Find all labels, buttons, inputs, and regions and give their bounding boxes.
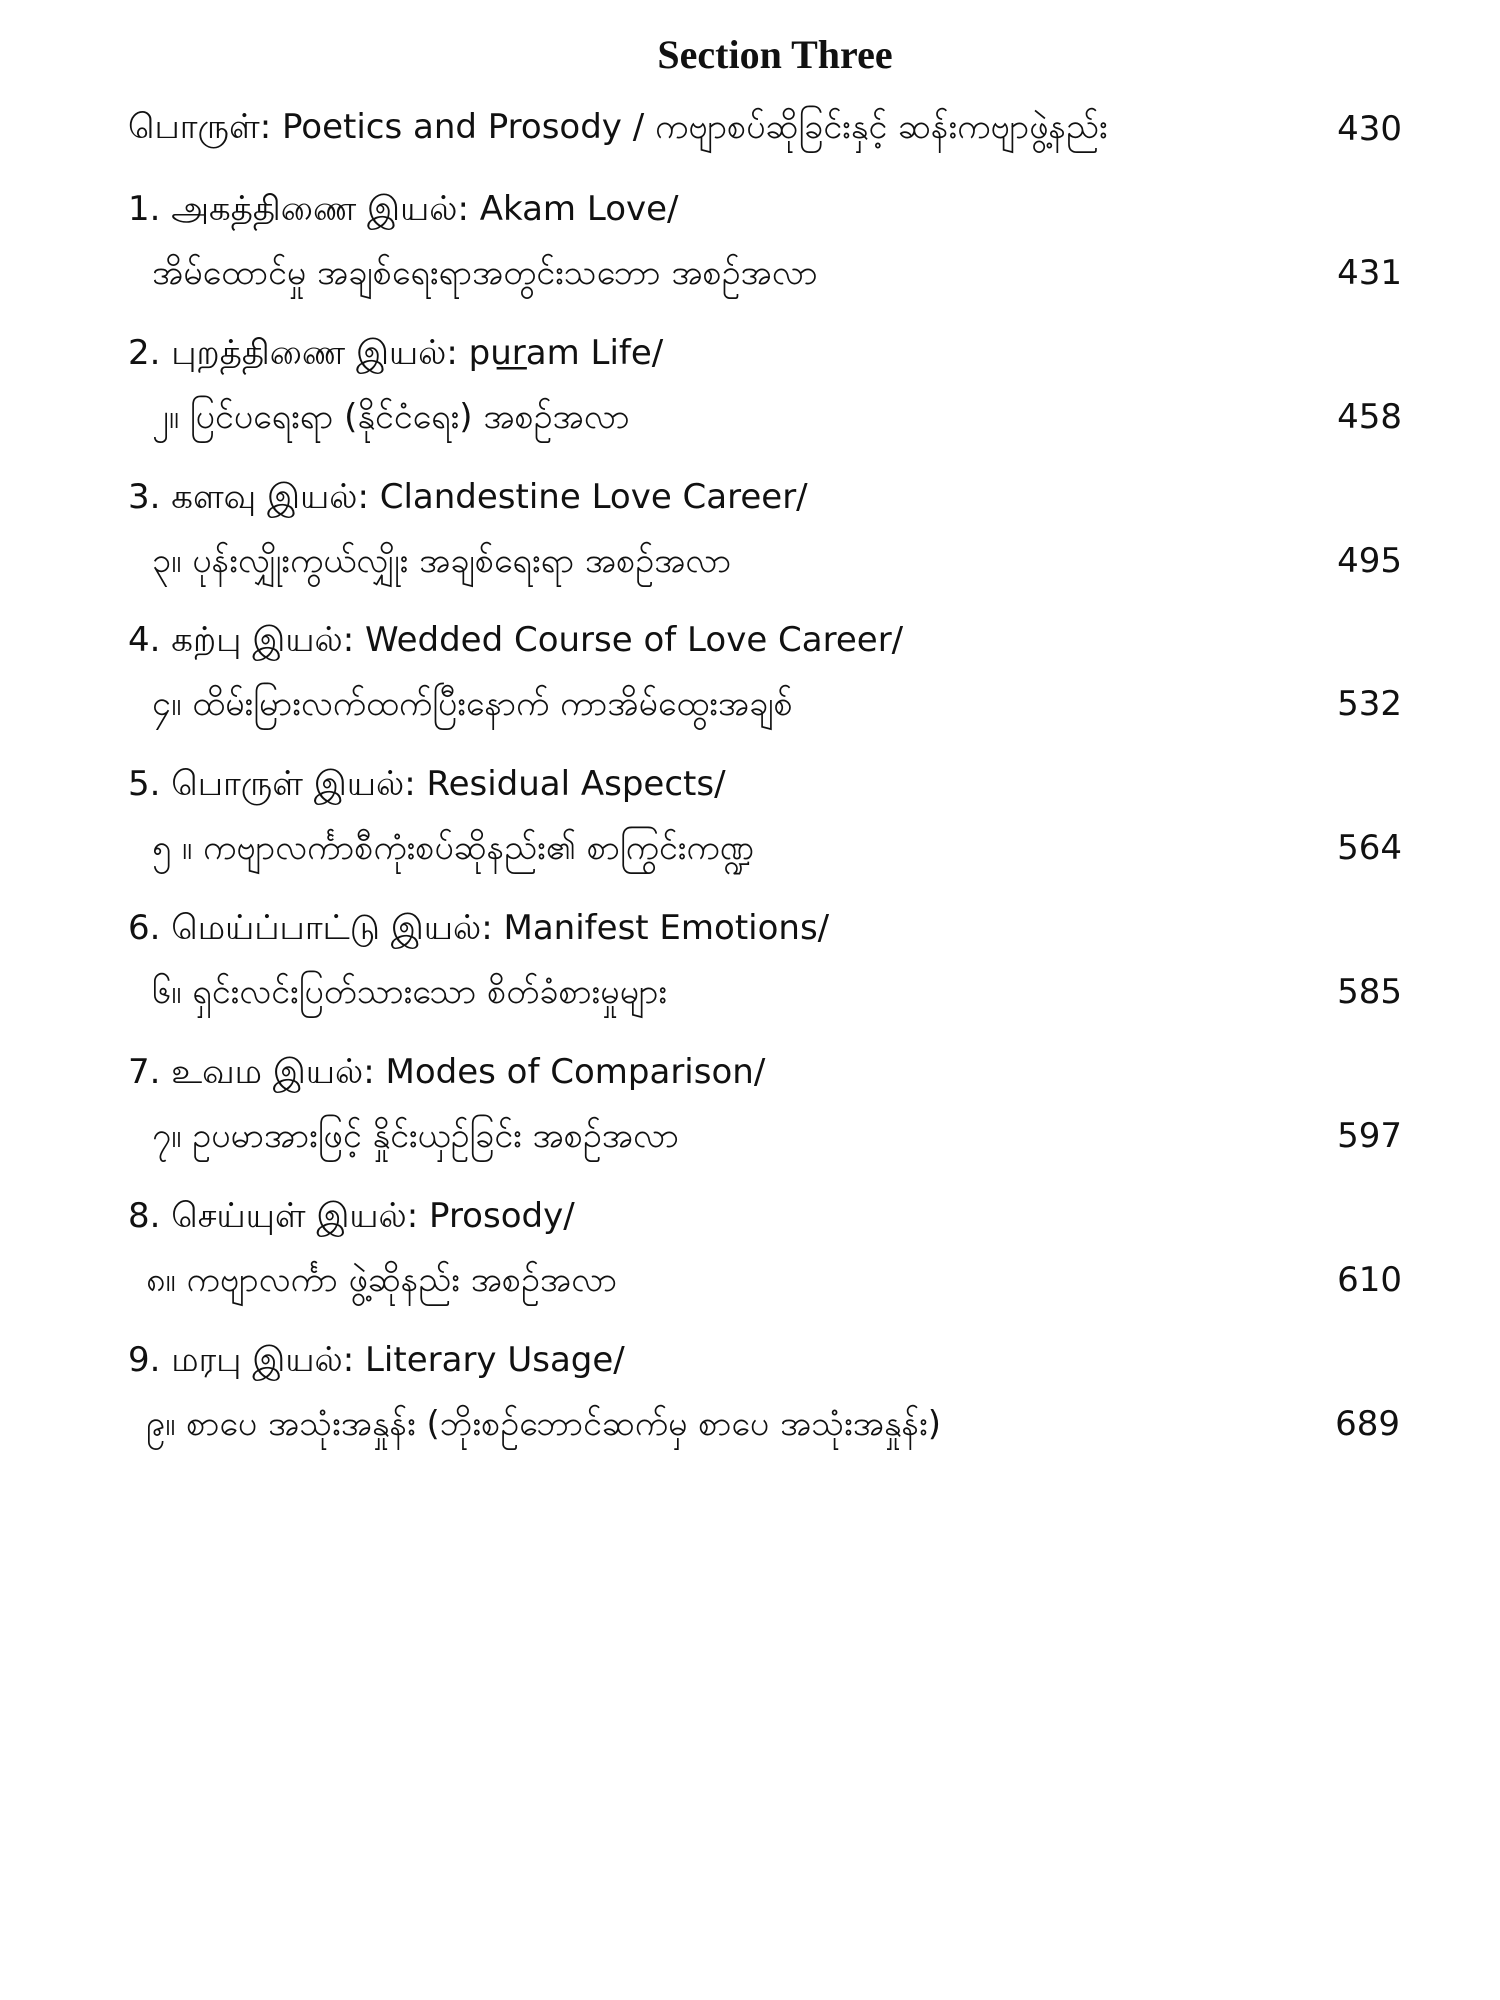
toc-entry-subtitle: ၅ ။ ကဗျာလင်္ကာစီကုံးစပ်ဆိုနည်း၏ စာကြွင်းကဏ္ဍ — [152, 828, 754, 868]
toc-entry-title: பொருள்: Poetics and Prosody / ကဗျာစပ်ဆိုခြင်းနှင့် ဆန်းကဗျာဖွဲ့နည်း — [128, 107, 1108, 147]
toc-entry-page: 495 — [1337, 541, 1402, 581]
toc-entry-title: 2. புறத்திணை இயல்: pu͟ram Life/ — [128, 333, 664, 373]
toc-entry-subtitle: ၇။ ဥပမာအားဖြင့် နှိုင်းယှဉ်ခြင်း အစဉ်အလာ — [152, 1116, 679, 1156]
toc-entry-page: 430 — [1337, 109, 1402, 149]
toc-entry-title: 3. களவு இயல்: Clandestine Love Career/ — [128, 477, 808, 517]
toc-entry-page: 564 — [1337, 828, 1402, 868]
toc-entry-title: 5. பொருள் இயல்: Residual Aspects/ — [128, 764, 726, 804]
toc-entry-page: 689 — [1335, 1404, 1400, 1444]
toc-entry-subtitle: ၉။ စာပေ အသုံးအနှုန်း (ဘိုးစဉ်ဘောင်ဆက်မှ စာပေ အသုံးအနှုန်း) — [146, 1404, 941, 1444]
toc-entry-page: 585 — [1337, 972, 1402, 1012]
toc-entry-subtitle: ၆။ ရှင်းလင်းပြတ်သားသော စိတ်ခံစားမှုများ — [152, 972, 668, 1012]
toc-entry-page: 458 — [1337, 397, 1402, 437]
toc-entry-page: 532 — [1337, 684, 1402, 724]
toc-entry-title: 8. செய்யுள் இயல்: Prosody/ — [128, 1196, 575, 1236]
section-title: Section Three — [657, 32, 893, 77]
toc-entry-title: 9. மரபு இயல்: Literary Usage/ — [128, 1340, 625, 1380]
toc-entry-subtitle: ၈။ ကဗျာလင်္ကာ ဖွဲ့ဆိုနည်း အစဉ်အလာ — [146, 1260, 617, 1300]
toc-entry-title: 6. மெய்ப்பாட்டு இயல்: Manifest Emotions/ — [128, 908, 830, 948]
toc-entry-title: 4. கற்பு இயல்: Wedded Course of Love Career/ — [128, 620, 904, 660]
toc-entry-subtitle: ၃။ ပုန်းလျှိုးကွယ်လျှိုး အချစ်ရေးရာ အစဉ်အလာ — [152, 541, 732, 581]
toc-entry-subtitle: ၄။ ထိမ်းမြားလက်ထက်ပြီးနောက် ကာအိမ်ထွေးအချစ် — [152, 684, 793, 724]
toc-entry-page: 431 — [1337, 253, 1402, 293]
toc-entry-page: 597 — [1337, 1116, 1402, 1156]
toc-entry-subtitle: အိမ်ထောင်မှု အချစ်ရေးရာအတွင်းသဘော အစဉ်အလာ — [152, 253, 818, 293]
toc-entry-page: 610 — [1337, 1260, 1402, 1300]
toc-entry-subtitle: ၂။ ပြင်ပရေးရာ (နိုင်ငံရေး) အစဉ်အလာ — [152, 397, 630, 437]
toc-entry-title: 7. உவம இயல்: Modes of Comparison/ — [128, 1052, 766, 1092]
toc-entry-title: 1. அகத்திணை இயல்: Akam Love/ — [128, 189, 679, 229]
